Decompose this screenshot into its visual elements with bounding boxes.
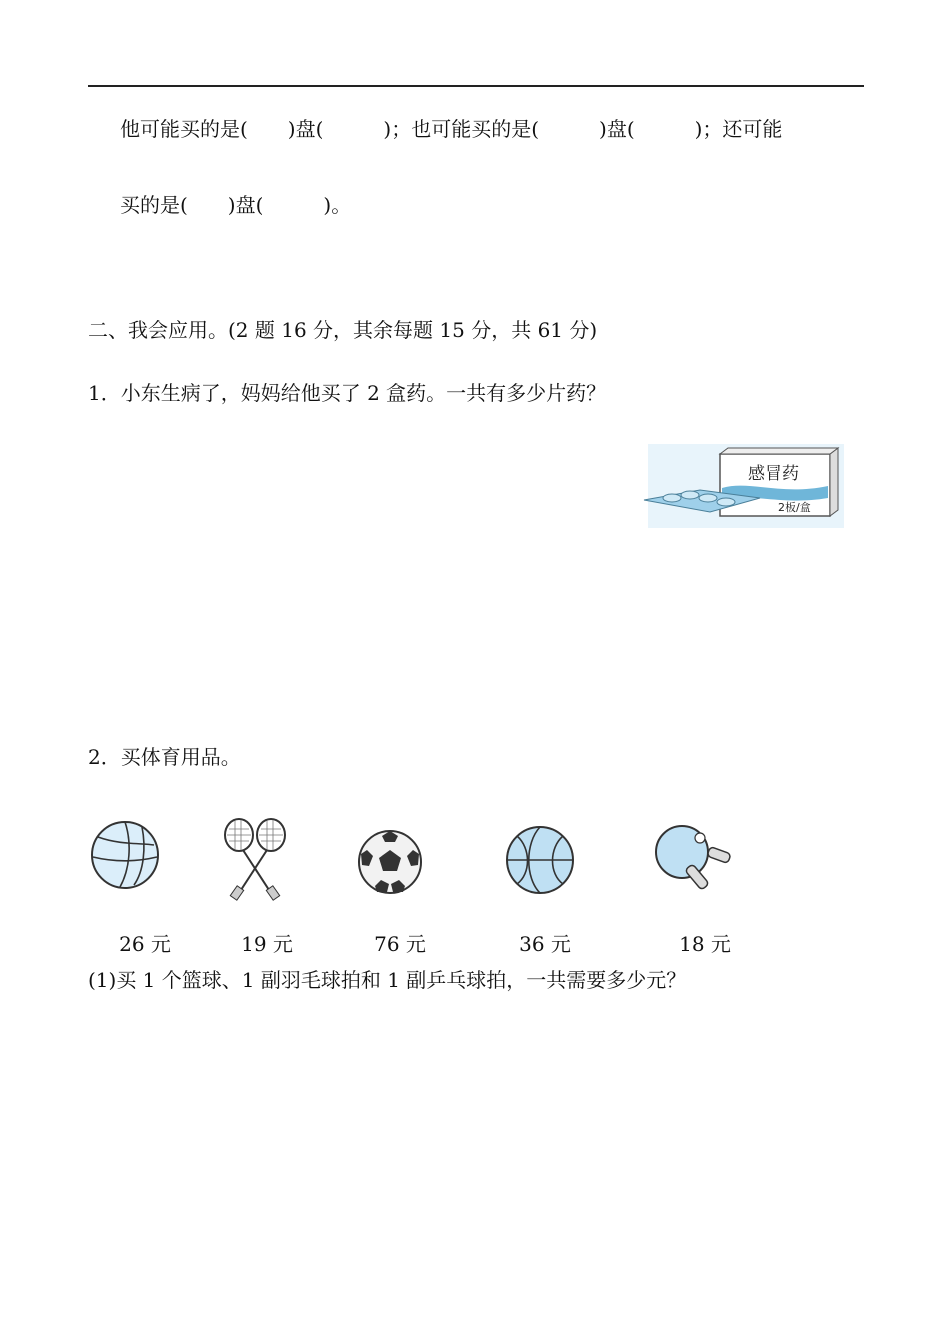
header-rule bbox=[88, 85, 864, 87]
medicine-box-title: 感冒药 bbox=[748, 464, 799, 484]
medicine-box-illustration bbox=[640, 440, 850, 530]
price-volleyball: 26 元 bbox=[119, 932, 171, 956]
section-heading: 二、我会应用。(2 题 16 分，其余每题 15 分，共 61 分) bbox=[88, 318, 598, 342]
question-2-part-1: (1)买 1 个篮球、1 副羽毛球拍和 1 副乒乓球拍，一共需要多少元？ bbox=[88, 968, 687, 992]
question-1: 1．小东生病了，妈妈给他买了 2 盒药。一共有多少片药？ bbox=[88, 381, 607, 405]
badminton-rackets-icon bbox=[215, 815, 305, 905]
price-badminton-rackets: 19 元 bbox=[241, 932, 293, 956]
medicine-box-label: 2板/盒 bbox=[778, 501, 811, 514]
soccer-ball-icon bbox=[345, 820, 435, 910]
price-ping-pong-paddles: 18 元 bbox=[679, 932, 731, 956]
basketball-icon bbox=[495, 818, 585, 908]
ping-pong-paddles-icon bbox=[648, 818, 738, 908]
price-basketball: 36 元 bbox=[519, 932, 571, 956]
question-2: 2．买体育用品。 bbox=[88, 745, 241, 769]
answer-line-1: 他可能买的是( )盘( )；也可能买的是( )盘( )；还可能 bbox=[120, 117, 783, 141]
answer-line-2: 买的是( )盘( )。 bbox=[120, 193, 352, 217]
volleyball-icon bbox=[80, 815, 170, 905]
price-soccer-ball: 76 元 bbox=[374, 932, 426, 956]
